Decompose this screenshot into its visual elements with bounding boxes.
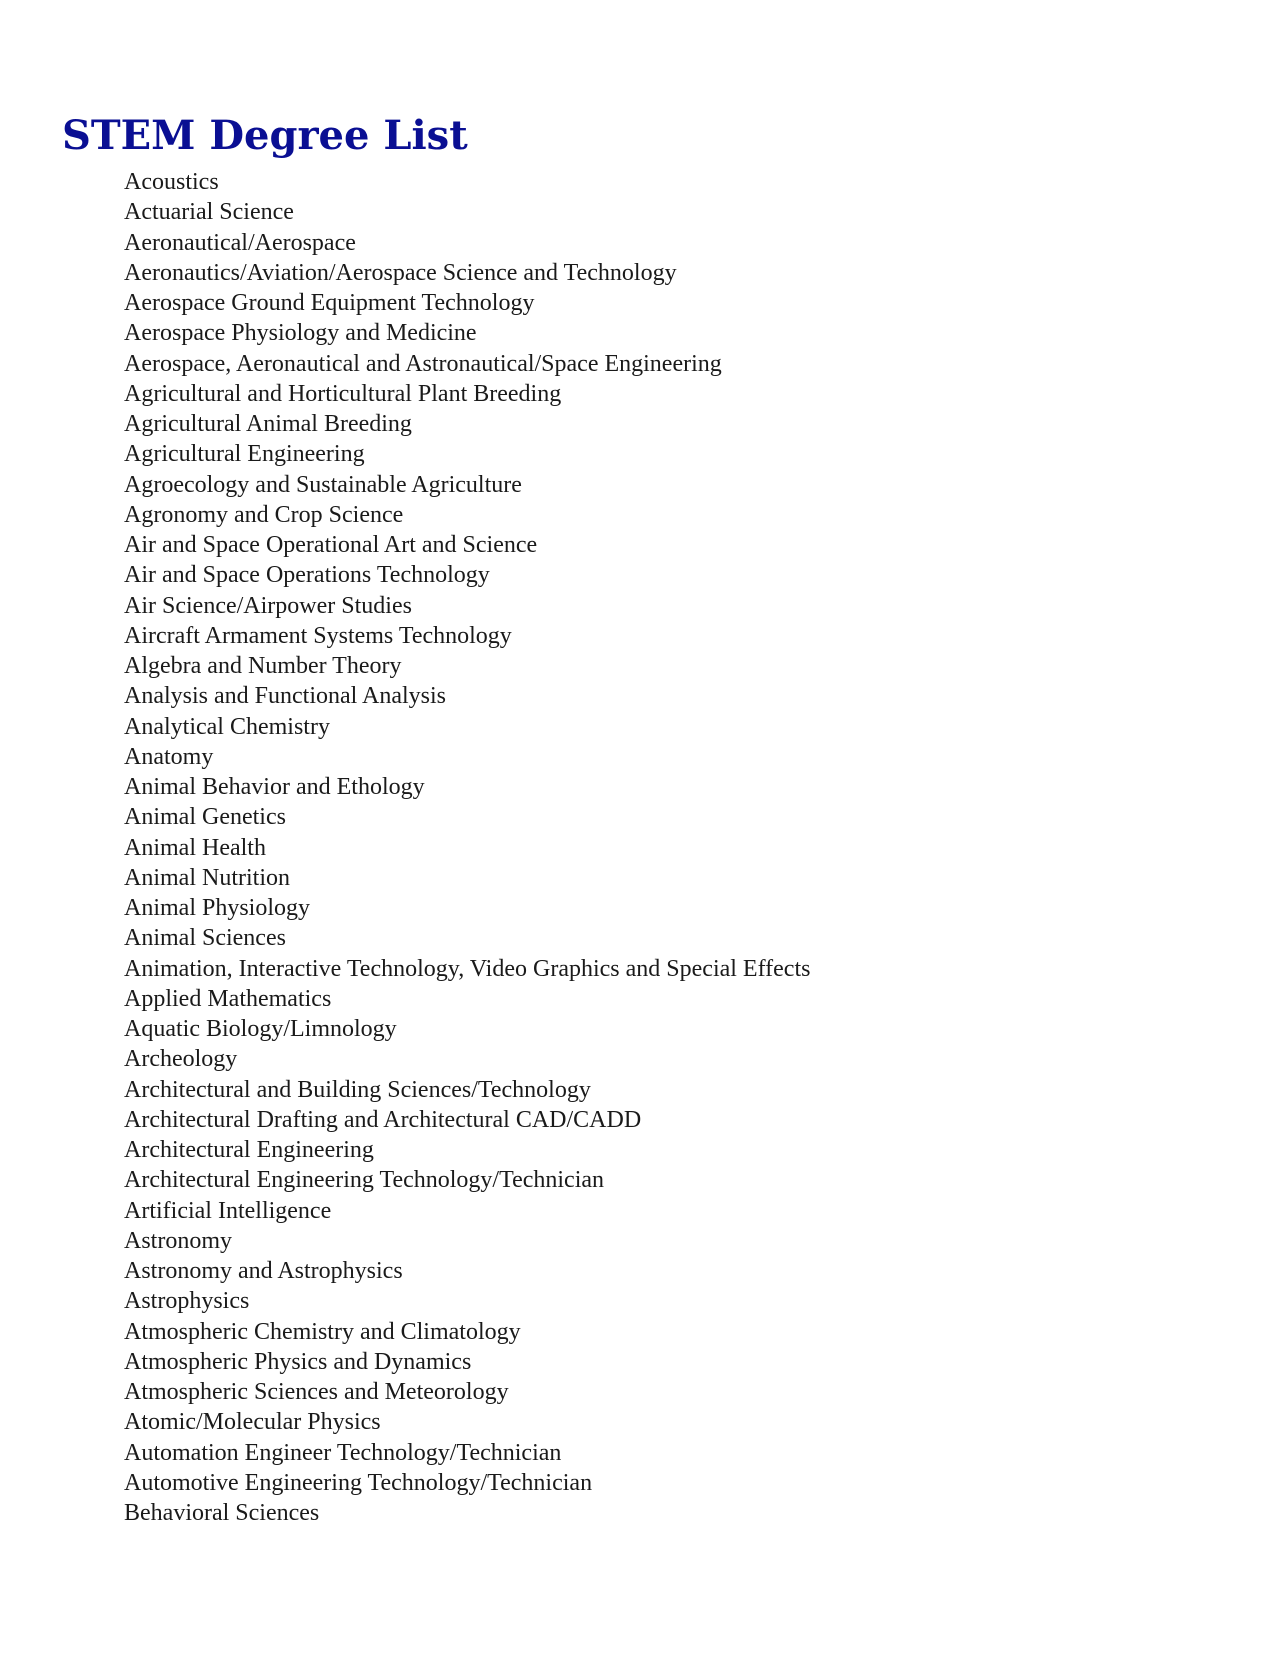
list-item-name: Animal Physiology (124, 895, 311, 921)
list-item-name: Air and Space Operations Technology (124, 562, 490, 589)
list-item-name: Atomic/Molecular Physics (124, 1409, 381, 1436)
list-item-name: Animal Health (124, 834, 266, 861)
list-item-name: Aerospace Physiology and Medicine (124, 320, 477, 347)
list-item-name: Aircraft Armament Systems Technology (124, 622, 512, 649)
list-item-name: Archeology (124, 1046, 238, 1073)
list-item-name: Animal Sciences (124, 925, 286, 952)
list-item-name: Atmospheric Physics and Dynamics (124, 1348, 472, 1375)
list-item-name: Architectural Engineering (124, 1137, 374, 1163)
list-item-name: Architectural and Building Sciences/Technology (124, 1076, 591, 1103)
list-item-name: Air and Space Operational Art and Science (124, 532, 538, 558)
list-item-name: Actuarial Science (124, 199, 294, 226)
list-item-name: Analysis and Functional Analysis (124, 683, 446, 710)
list-item-name: Automotive Engineering Technology/Technician (124, 1469, 593, 1496)
list-item-name: Aerospace Ground Equipment Technology (124, 290, 535, 316)
list-item-name: Aeronautics/Aviation/Aerospace Science and Technology (124, 259, 677, 286)
list-item-name: Atmospheric Chemistry and Climatology (124, 1318, 521, 1345)
list-item-name: Automation Engineer Technology/Technician (124, 1439, 562, 1466)
list-item-name: Animal Genetics (124, 804, 286, 831)
list-item-name: Astronomy and Astrophysics (124, 1258, 403, 1284)
list-item-name: Anatomy (124, 743, 214, 770)
list-item-name: Architectural Drafting and Architectural CAD/CADD (124, 1106, 642, 1133)
list-item-name: Artificial Intelligence (124, 1197, 332, 1224)
list-item-name: Aerospace, Aeronautical and Astronautical/Space Engineering (124, 350, 722, 377)
list-item-name: Astrophysics (124, 1288, 250, 1315)
list-item-name: Atmospheric Sciences and Meteorology (124, 1379, 509, 1405)
list-item-name: Analytical Chemistry (124, 713, 330, 740)
list-item-name: Architectural Engineering Technology/Technician (124, 1167, 605, 1194)
list-item-name: Air Science/Airpower Studies (124, 592, 412, 619)
list-item-name: Animation, Interactive Technology, Video Graphics and Special Effects (124, 955, 811, 982)
list-item-name: Agronomy and Crop Science (124, 501, 404, 528)
list-item-name: Animal Behavior and Ethology (124, 774, 425, 800)
list-item-name: Aeronautical/Aerospace (124, 229, 356, 256)
list-item-name: Aquatic Biology/Limnology (124, 1016, 397, 1042)
page-title: STEM Degree List (62, 112, 468, 159)
list-item-name: Agricultural Engineering (124, 441, 365, 468)
list-item-name: Agroecology and Sustainable Agriculture (124, 471, 522, 498)
list-item-name: Behavioral Sciences (124, 1500, 320, 1526)
list-item-name: Agricultural Animal Breeding (124, 411, 412, 437)
list-item-name: Algebra and Number Theory (124, 653, 402, 679)
list-item-name: Agricultural and Horticultural Plant Breeding (124, 380, 562, 407)
list-item-name: Astronomy (124, 1227, 232, 1254)
list-item-name: Animal Nutrition (124, 864, 290, 891)
list-item-name: Acoustics (124, 169, 219, 195)
list-item-name: Applied Mathematics (124, 985, 332, 1012)
